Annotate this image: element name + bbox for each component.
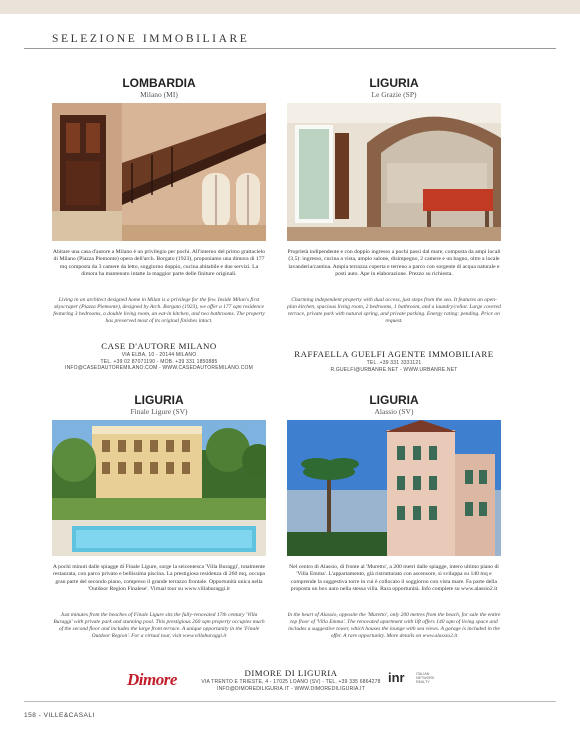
agency-address-phones: VIA TRENTO E TRIESTE, 4 - 17025 LOANO (SV) - TEL. +39 335 6864278	[201, 679, 381, 685]
listing-description-it: Abitare una casa d'autore a Milano è un privilegio per pochi. All'interno del primo grattacielo di Milano (Piazza Piemonte) opera dell'arch. Borgato (1923), proponiamo una dimora di 177 mq composta da 3 camere da letto, soggiorno doppio, cucina abitabile e due servizi. La dimora ha mantenuto intatte la maggior parte delle finiture originali.	[52, 249, 266, 278]
listing-description-it: A pochi minuti dalle spiagge di Finale Ligure, sorge la seicentesca 'Villa Buraggi', totalmente restaurata, con parco privato e bellissima piscina. La prestigiosa residenza di 260 mq, occupa gran parte del secondo piano, compreso il grande terrazzo frontale. Opportunità unica nella 'Outdoor Region Finalese'. Virtual tour su www.villaburaggi.it	[52, 564, 266, 593]
listing-region: LIGURIA	[134, 393, 184, 407]
agency-web: INFO@CASEDAUTOREMILANO.COM - WWW.CASEDAUTOREMILANO.COM	[65, 365, 253, 372]
inr-logo-subtitle: ITALIAN NETWORK REALTY	[416, 672, 435, 684]
listing-town: Milano (MI)	[140, 90, 178, 99]
listing-header-finale-ligure	[52, 394, 266, 416]
listing-region: LIGURIA	[369, 393, 419, 407]
listing-town: Le Grazie (SP)	[371, 90, 417, 99]
section-rule	[24, 48, 556, 49]
agency-block-dimore-di-liguria	[196, 668, 386, 692]
agency-web: INFO@DIMOREDILIGURIA.IT - WWW.DIMOREDILIGURIA.IT	[217, 685, 365, 692]
listing-description-it: Nel centro di Alassio, di fronte al 'Muretto', a 200 metri dalle spiagge, intero ultimo piano di 'Villa Emma'. L'appartamento, già ristrutturato con ascensore, si sviluppa su 140 mq e comprende la suggestiva torre in cui è collocato il soggiorno con vista mare. Fa parte della proposta un box auto nella stessa villa. Rara opportunità. Info complete su www.alassio2.it	[289, 564, 499, 593]
dimore-logo: Dimore	[127, 670, 177, 689]
listing-region: LOMBARDIA	[122, 76, 196, 90]
listing-photo-le-grazie-interior	[287, 103, 501, 241]
listing-description-it: Proprietà indipendente e con doppio ingresso a pochi passi dal mare, composta da ampi locali (3,5): ingresso, cucina a vista, ampio salone, disimpegno, 2 camere e un bagno, oltre a locale lavanderia/cantina. Ampia terrazza coperta e terreno a parco con sorgente di acqua naturale e posti auto. Ape in elaborazione. Prezzo su richiesta.	[287, 249, 501, 278]
listing-description-en: Charming independent property with dual access, just steps from the sea. It features an open-plan kitchen, spacious living room, 2 bedrooms, 1 bathroom, and a laundry/cellar. Large covered terrace, private park with natural spring, and private parking. Energy rating: pending. Price on request.	[287, 297, 501, 325]
agency-web: R.GUELFI@URBANRE.NET - WWW.URBANRE.NET	[330, 366, 458, 373]
agency-name: RAFFAELLA GUELFI AGENTE IMMOBILIARE	[294, 349, 494, 359]
listing-description-en: In the heart of Alassio, opposite the 'Muretto', only 200 metres from the beach, for sale the entire top floor of 'Villa Emma'. The renovated apartment with lift offers 140 sqm of living space and includes a suggestive tower, which houses the lounge with sea views. A garage is included in the offer. A rare opportunity. More details on www.alassio2.it	[287, 612, 501, 640]
footer-rule	[24, 701, 556, 702]
agency-name: CASE D'AUTORE MILANO	[101, 341, 217, 351]
listing-header-le-grazie	[287, 77, 501, 99]
agency-phones: TEL. +39 02 87071190 - MOB. +39 331 1850885	[100, 358, 218, 365]
section-title: SELEZIONE IMMOBILIARE	[52, 33, 250, 45]
top-band	[0, 0, 580, 14]
agency-block-raffaella-guelfi	[287, 349, 501, 373]
listing-photo-villa-emma	[287, 420, 501, 556]
listing-town: Finale Ligure (SV)	[130, 407, 188, 416]
page-footer: 158 - VILLE&CASALI	[24, 712, 95, 719]
inr-logo: inr	[388, 670, 405, 685]
listing-header-alassio	[287, 394, 501, 416]
agency-name: DIMORE DI LIGURIA	[244, 668, 338, 678]
agency-block-case-dautore	[52, 341, 266, 372]
listing-description-en: Living in an architect designed home in Milan is a privilege for the few. Inside Milan's first skyscraper (Piazza Piemonte), designed by Arch. Borgato (1923), we offer a 177 sqm residence featuring 3 bedrooms, a double living room, an eat-in kitchen, and two bathrooms. The property has preserved most of its original finishes intact.	[53, 297, 265, 325]
listing-description-en: Just minutes from the beaches of Finale Ligure sits the fully-renovated 17th century 'Villa Buraggi' with private park and stunning pool. This prestigious 260 sqm property occupies much of the second floor and includes the large front terrace. A unique opportunity in the 'Finale Outdoor Region'. For a virtual tour, visit www.villaburaggi.it	[53, 612, 265, 640]
listing-region: LIGURIA	[369, 76, 419, 90]
listing-photo-milano-staircase	[52, 103, 266, 241]
listing-header-lombardia	[52, 77, 266, 99]
agency-phones: TEL. +39 331 3331121	[366, 360, 422, 366]
agency-address: VIA ELBA, 10 - 20144 MILANO	[121, 352, 197, 358]
listing-town: Alassio (SV)	[374, 407, 414, 416]
listing-photo-villa-buraggi	[52, 420, 266, 556]
